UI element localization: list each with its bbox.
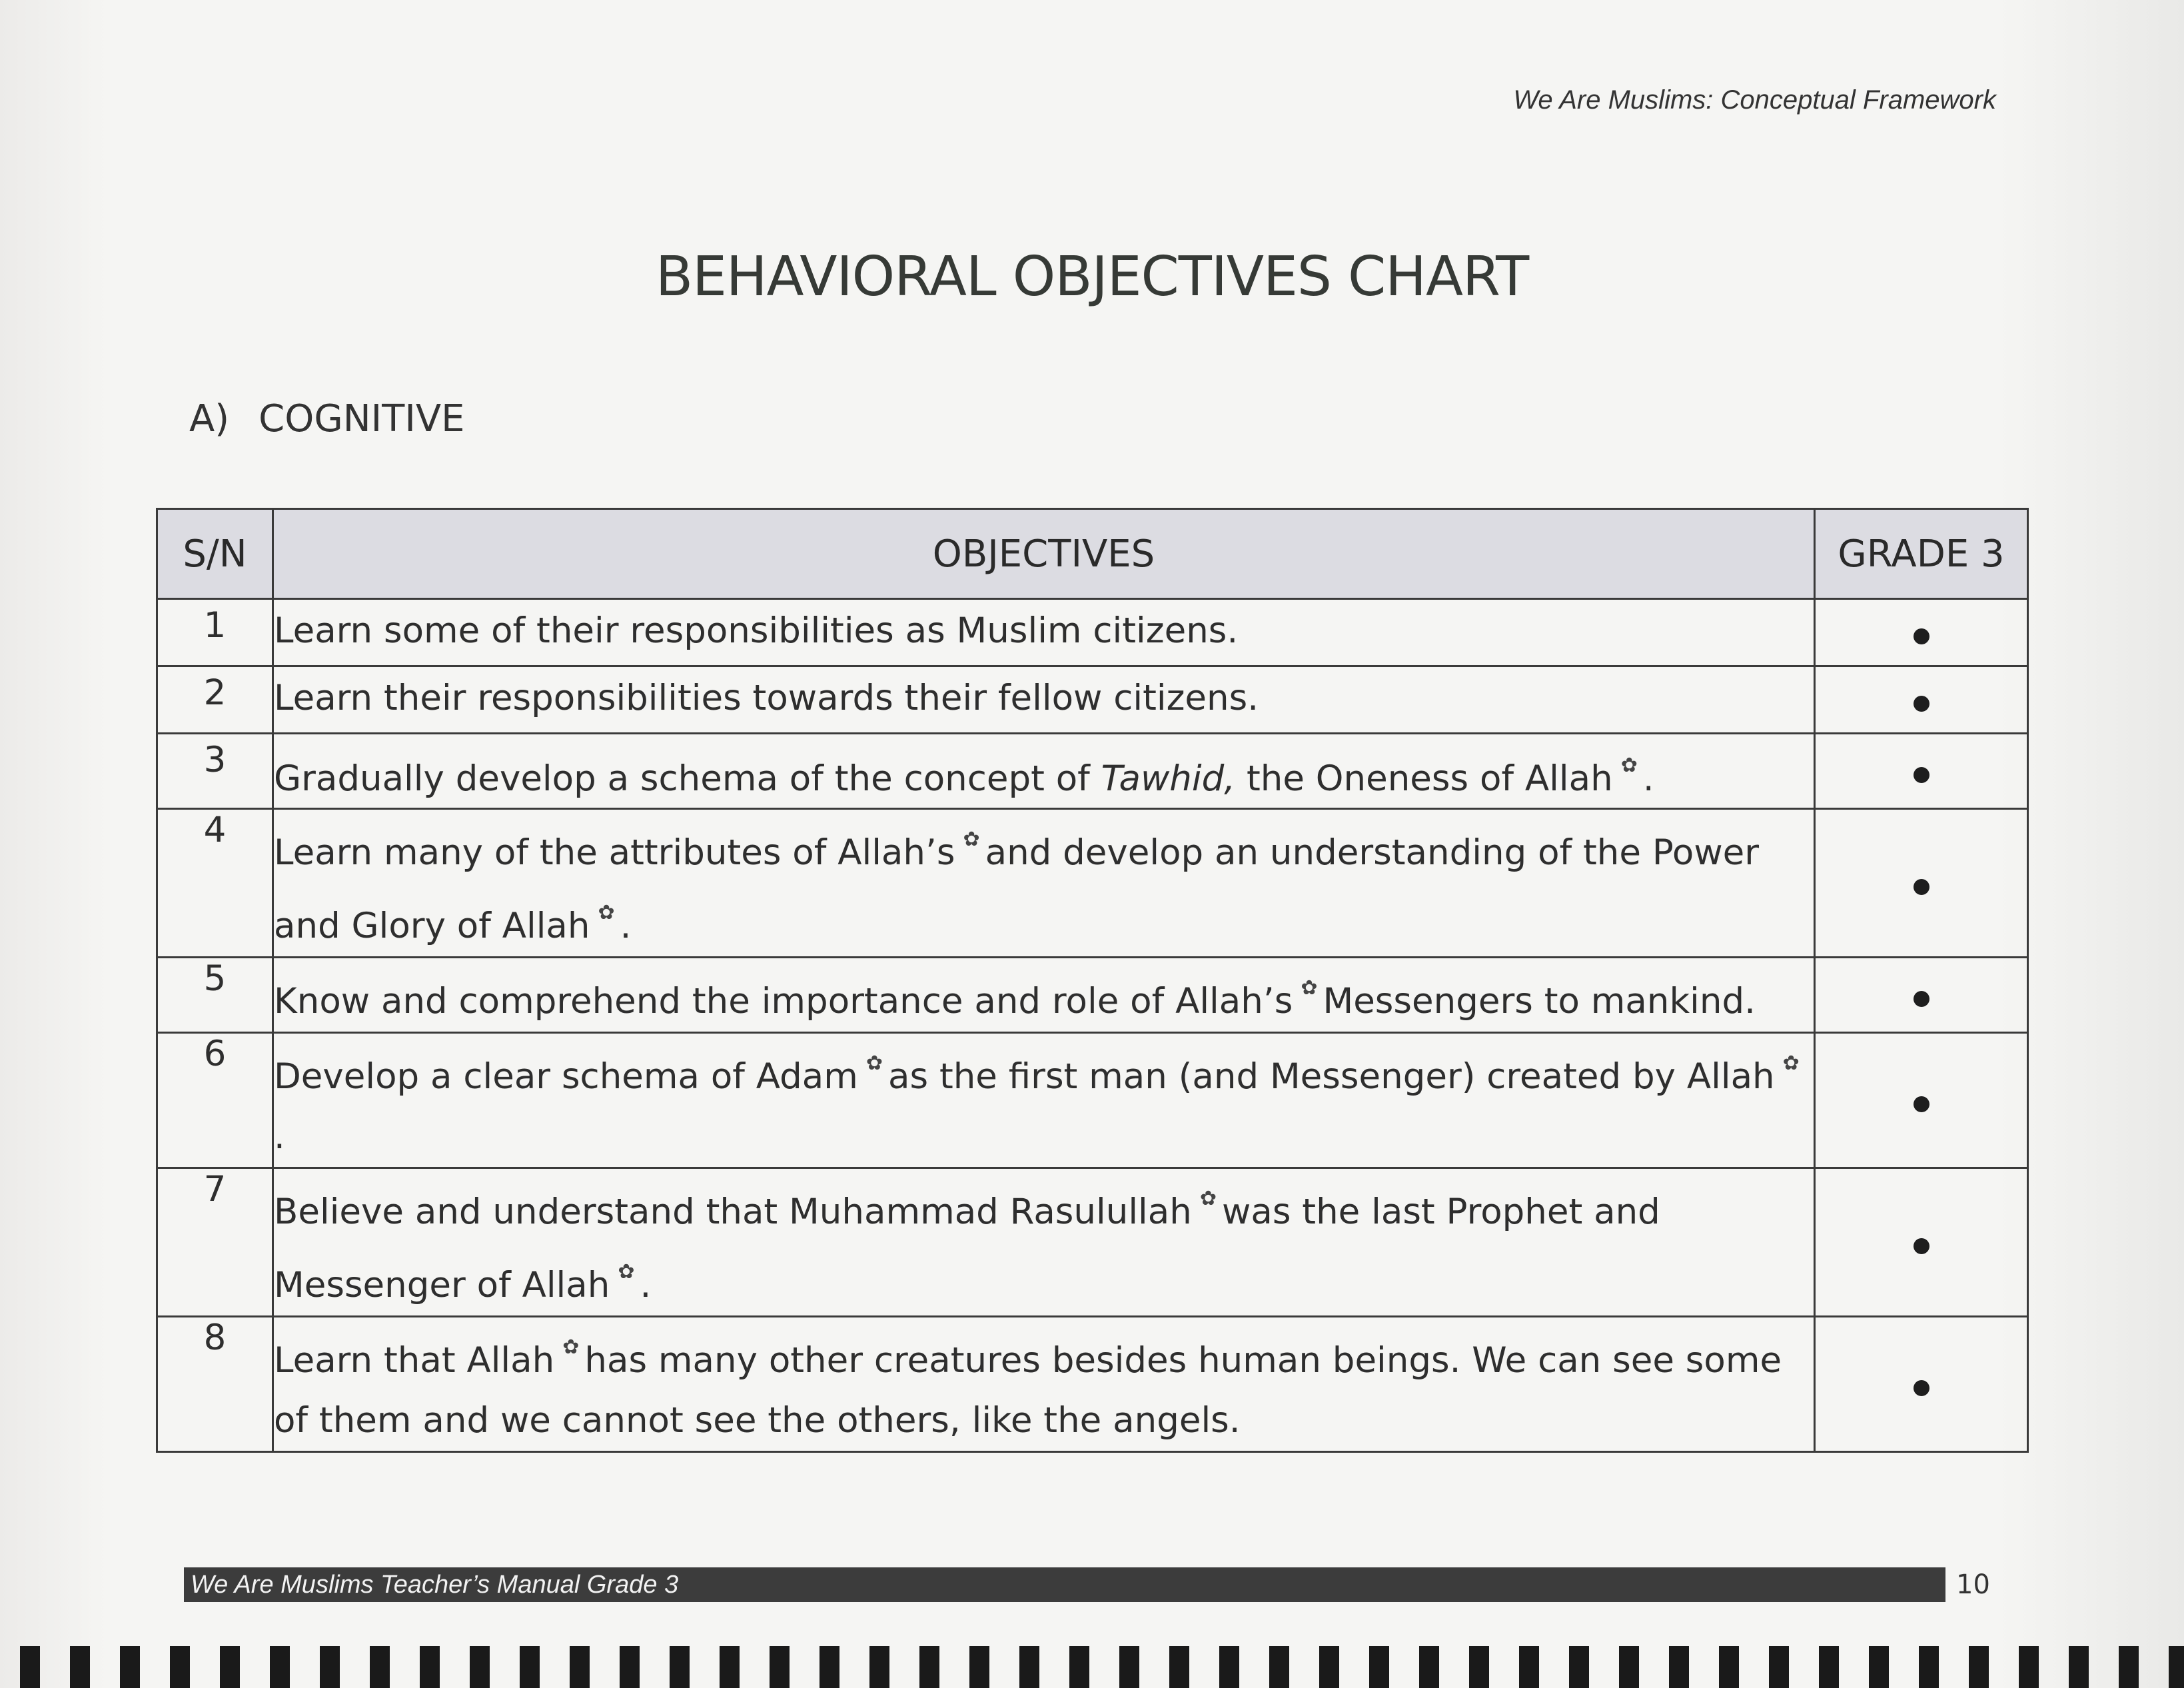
column-header-grade: GRADE 3 [1815,509,2028,599]
honorific-glyph-icon: ✿ [1199,1187,1217,1210]
objective-text-part: . [1642,758,1654,799]
row-number: 4 [157,809,273,958]
objective-text [273,809,1815,958]
objective-text-part: Learn that Allah [274,1340,555,1381]
table-row [157,958,2028,1033]
objective-text-part: was the last Prophet and Messenger of Allah [274,1192,1660,1305]
objective-text [273,1168,1815,1317]
grade-check-dot-icon [1913,991,1929,1007]
grade-check-dot-icon [1913,879,1929,895]
row-number: 7 [157,1168,273,1317]
row-number: 2 [157,666,273,734]
table-row [157,809,2028,958]
honorific-glyph-icon: ✿ [598,901,615,924]
objective-text-part: Develop a clear schema of Adam [274,1056,858,1097]
column-header-objectives: OBJECTIVES [273,509,1815,599]
objective-text-part: . [640,1265,652,1305]
table-row [157,666,2028,734]
grade-cell [1815,958,2028,1033]
objective-text-part: Messengers to mankind. [1323,981,1756,1022]
objectives-table [156,508,2029,1453]
objective-text-part: Gradually develop a schema of the concept of [274,758,1101,799]
objective-text [273,666,1815,734]
grade-check-dot-icon [1913,767,1929,783]
row-number: 8 [157,1317,273,1452]
page-number: 10 [1956,1569,1990,1600]
footer-book-title: We Are Muslims Teacher’s Manual Grade 3 [191,1571,679,1599]
objective-text-part: Believe and understand that Muhammad Rasulullah [274,1192,1192,1232]
objective-text [273,1317,1815,1452]
honorific-glyph-icon: ✿ [865,1052,883,1075]
objective-text-part: as the first man (and Messenger) created by Allah [888,1056,1775,1097]
table-row [157,1168,2028,1317]
section-label: A) [189,397,230,440]
table-row [157,1033,2028,1168]
objective-text [273,958,1815,1033]
table-row [157,734,2028,809]
table-row [157,599,2028,666]
grade-check-dot-icon [1913,1096,1929,1112]
grade-cell [1815,1168,2028,1317]
objective-term: Tawhid, [1101,758,1236,799]
grade-cell [1815,809,2028,958]
grade-check-dot-icon [1913,628,1929,644]
grade-check-dot-icon [1913,696,1929,712]
page-title: BEHAVIORAL OBJECTIVES CHART [655,245,1529,309]
row-number: 3 [157,734,273,809]
footer-bar [184,1567,1945,1602]
objective-text-part: the Oneness of Allah [1235,758,1613,799]
grade-cell [1815,734,2028,809]
grade-cell [1815,666,2028,734]
objective-text-part: has many other creatures besides human beings. We can see some of them and we cannot see the others, like the angels. [274,1340,1782,1441]
grade-check-dot-icon [1913,1380,1929,1396]
grade-cell [1815,1317,2028,1452]
table-header-row [157,509,2028,599]
objective-text [273,599,1815,666]
objective-text-part: and develop an understanding of the Power and Glory of Allah [274,832,1760,946]
row-number: 1 [157,599,273,666]
grade-cell [1815,599,2028,666]
section-heading [189,397,465,440]
section-name: COGNITIVE [259,397,465,440]
grade-check-dot-icon [1913,1238,1929,1254]
column-header-sn: S/N [157,509,273,599]
honorific-glyph-icon: ✿ [618,1260,635,1283]
honorific-glyph-icon: ✿ [562,1335,580,1359]
objective-text-part: . [620,906,632,946]
honorific-glyph-icon: ✿ [1301,976,1318,1000]
objective-text-part: Learn some of their responsibilities as Muslim citizens. [274,610,1239,651]
running-header: We Are Muslims: Conceptual Framework [1513,85,1996,115]
objective-text-part: Learn their responsibilities towards their fellow citizens. [274,678,1259,718]
grade-cell [1815,1033,2028,1168]
honorific-glyph-icon: ✿ [963,828,980,851]
objective-text [273,734,1815,809]
row-number: 6 [157,1033,273,1168]
objective-text-part: Know and comprehend the importance and role of Allah’s [274,981,1293,1022]
table-row [157,1317,2028,1452]
objective-text-part: . [274,1116,285,1157]
honorific-glyph-icon: ✿ [1620,754,1638,777]
objective-text [273,1033,1815,1168]
objective-text-part: Learn many of the attributes of Allah’s [274,832,955,873]
row-number: 5 [157,958,273,1033]
honorific-glyph-icon: ✿ [1782,1052,1800,1075]
spiral-binding [0,1646,2184,1688]
